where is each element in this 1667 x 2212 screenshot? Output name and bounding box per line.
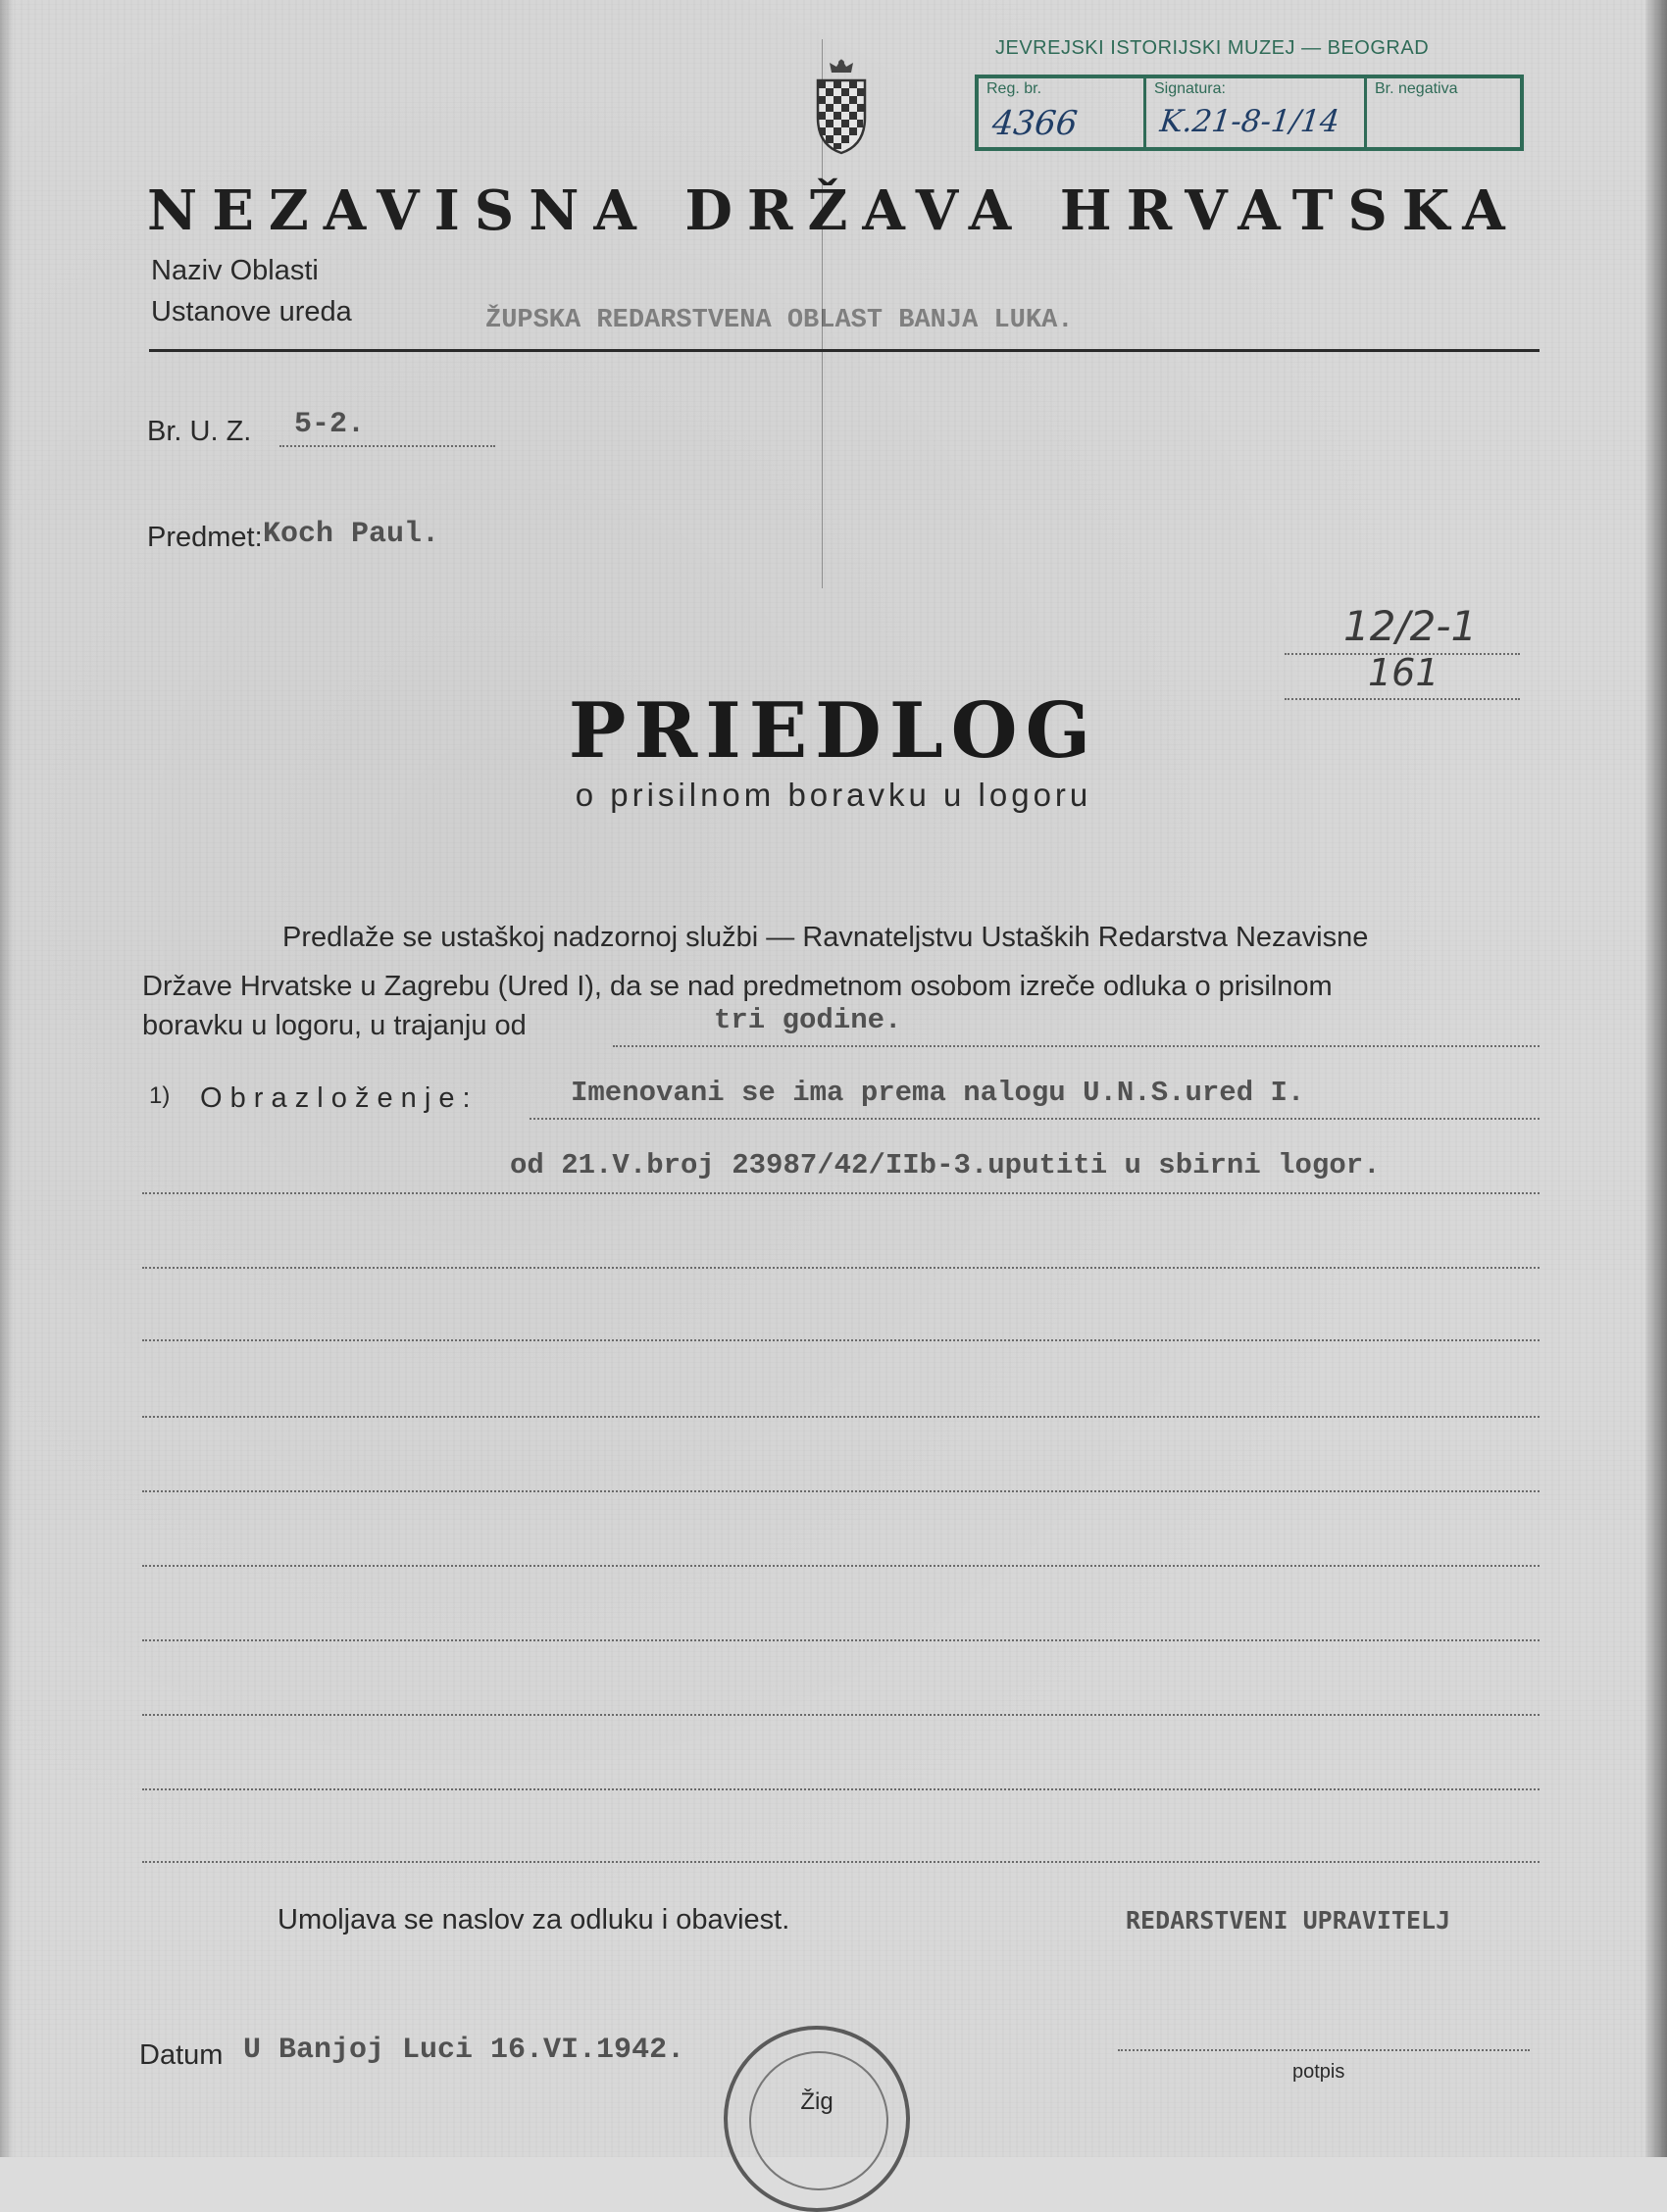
- museum-stamp-box: [975, 75, 1524, 151]
- naziv-oblasti-label: Naziv Oblasti: [151, 255, 319, 286]
- obrazlozenje-line-1: [530, 1118, 1540, 1120]
- obrazlozenje-number: 1): [149, 1082, 171, 1109]
- stamp-negativ-label: Br. negativa: [1375, 80, 1458, 97]
- br-uz-value: 5-2.: [294, 408, 366, 441]
- handwritten-number: 12/2-1: [1343, 602, 1478, 650]
- handwritten-sub: 161: [1368, 651, 1440, 694]
- stamp-reg-label: Reg. br.: [986, 80, 1042, 97]
- header-rule: [149, 349, 1540, 352]
- state-title: NEZAVISNA DRŽAVA HRVATSKA: [147, 178, 1520, 243]
- obrazlozenje-text-2: od 21.V.broj 23987/42/IIb-3.uputiti u sbirni logor.: [510, 1149, 1381, 1181]
- museum-stamp-header: JEVREJSKI ISTORIJSKI MUZEJ — BEOGRAD: [995, 37, 1430, 59]
- seal-inner-ring: [749, 2051, 888, 2190]
- blank-line-2: [142, 1267, 1540, 1269]
- scan-edge-left: [0, 0, 14, 2157]
- blank-line-1: [142, 1192, 1540, 1194]
- authority-value: ŽUPSKA REDARSTVENA OBLAST BANJA LUKA.: [485, 306, 1074, 335]
- request-text: Umoljava se naslov za odluku i obaviest.: [278, 1904, 790, 1936]
- signatory-title: REDARSTVENI UPRAVITELJ: [1126, 1906, 1451, 1935]
- coat-of-arms-icon: [814, 57, 869, 155]
- stamp-signatura-value: K.21-8-1/14: [1158, 104, 1341, 139]
- obrazlozenje-label: O b r a z l o ž e n j e :: [200, 1082, 471, 1114]
- obrazlozenje-text-1: Imenovani se ima prema nalogu U.N.S.ured I.: [571, 1077, 1305, 1109]
- document-subtitle: o prisilnom boravku u logoru: [575, 777, 1092, 813]
- blank-line-5: [142, 1490, 1540, 1492]
- blank-line-9: [142, 1788, 1540, 1790]
- body-line-3: boravku u logoru, u trajanju od: [142, 1010, 527, 1041]
- predmet-label: Predmet:: [147, 522, 263, 553]
- ustanove-ureda-label: Ustanove ureda: [151, 296, 352, 327]
- stamp-reg-value: 4366: [989, 104, 1080, 143]
- blank-line-10: [142, 1861, 1540, 1863]
- blank-line-8: [142, 1714, 1540, 1716]
- stamp-cell-reg: [979, 78, 1146, 147]
- body-line-2: Države Hrvatske u Zagrebu (Ured I), da se nad predmetnom osobom izreče odluka o prisilnom: [142, 971, 1333, 1002]
- duration-value: tri godine.: [714, 1004, 902, 1036]
- blank-line-3: [142, 1339, 1540, 1341]
- duration-dotted-line: [613, 1045, 1540, 1047]
- predmet-value: Koch Paul.: [263, 518, 440, 551]
- stamp-cell-negativ: [1367, 78, 1520, 147]
- blank-line-7: [142, 1639, 1540, 1641]
- official-seal: [724, 2026, 910, 2212]
- stamp-signatura-label: Signatura:: [1154, 80, 1226, 97]
- document-title: PRIEDLOG: [568, 686, 1099, 776]
- stamp-cell-signatura: [1146, 78, 1367, 147]
- blank-line-6: [142, 1565, 1540, 1567]
- br-uz-label: Br. U. Z.: [147, 416, 252, 447]
- signature-line: [1118, 2049, 1530, 2051]
- br-uz-dotted-line: [279, 445, 495, 447]
- blank-line-4: [142, 1416, 1540, 1418]
- potpis-label: potpis: [1292, 2061, 1345, 2083]
- datum-label: Datum: [139, 2039, 224, 2071]
- datum-value: U Banjoj Luci 16.VI.1942.: [243, 2034, 685, 2067]
- scan-edge-right: [1645, 0, 1667, 2157]
- body-line-1: Predlaže se ustaškoj nadzornoj službi — Ravnateljstvu Ustaških Redarstva Nezavisne: [282, 922, 1369, 953]
- zig-label: Žig: [800, 2088, 834, 2115]
